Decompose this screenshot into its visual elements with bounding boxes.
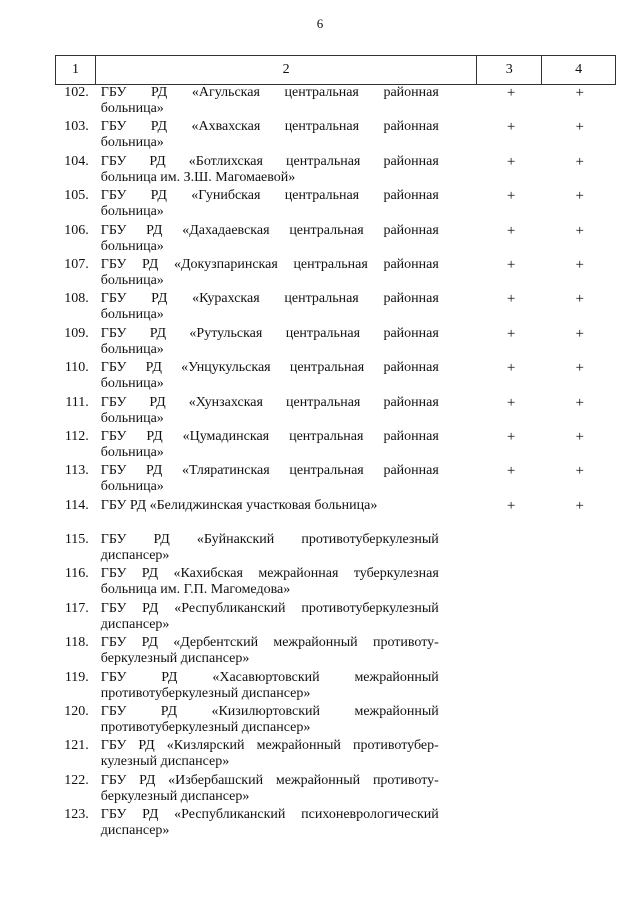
table-row	[55, 601, 616, 635]
row-number: 109.	[64, 325, 89, 341]
institution-name-line-2: больница им. Г.П. Магомедова»	[100, 582, 291, 598]
column-4-mark: +	[575, 85, 584, 101]
institution-name-line-1: ГБУ РД «Гунибская центральная районная	[100, 188, 439, 204]
institution-name-line-1: ГБУ РД «Унцукульская центральная районная	[100, 360, 439, 376]
institution-name-line-1: ГБУ РД «Докузпаринская центральная районная	[100, 256, 439, 272]
institution-name-line-1: ГБУ РД «Курахская центральная районная	[100, 291, 439, 307]
column-4-mark: +	[575, 497, 584, 514]
row-number: 104.	[64, 153, 89, 169]
institution-name-line-2: противотуберкулезный диспансер»	[100, 685, 311, 701]
institution-name-line-2: больница им. З.Ш. Магомаевой»	[100, 169, 296, 185]
institution-name-line-1: ГБУ РД «Тляратинская центральная районная	[100, 463, 439, 479]
column-3-mark: +	[506, 256, 516, 273]
institution-name-line-2: больница»	[100, 204, 164, 220]
header-col-1: 1	[56, 56, 96, 84]
table-row	[55, 498, 616, 532]
column-4-mark: +	[575, 256, 584, 273]
table-row	[55, 463, 616, 497]
column-4-mark: +	[575, 325, 584, 342]
institution-name-line-2: больница»	[100, 341, 164, 357]
table-row	[55, 704, 616, 738]
row-number: 105.	[64, 188, 89, 204]
table-row	[55, 85, 616, 119]
header-col-3: 3	[477, 56, 542, 84]
table-row	[55, 360, 616, 394]
row-number: 116.	[64, 566, 89, 582]
institution-name	[95, 395, 439, 427]
institution-name	[95, 154, 439, 186]
institution-name	[95, 635, 439, 667]
institution-name-line-2: больница»	[100, 479, 164, 495]
row-number: 118.	[64, 635, 89, 651]
column-3-mark: +	[506, 188, 516, 205]
institution-name-line-2: больница»	[100, 376, 164, 392]
institution-name-line-1: ГБУ РД «Ботлихская центральная районная	[100, 153, 439, 169]
institution-name-line-1: ГБУ РД «Ахвахская центральная районная	[100, 119, 439, 135]
institution-name	[95, 257, 439, 289]
institution-name-line-2: больница»	[100, 444, 164, 460]
institution-name	[95, 807, 439, 839]
institution-name-line-2: больница»	[100, 410, 164, 426]
institution-name-line-2: больница»	[100, 307, 164, 323]
table-row	[55, 635, 616, 669]
column-3-mark: +	[506, 291, 516, 308]
row-number: 119.	[64, 669, 89, 685]
row-number: 121.	[64, 738, 89, 754]
column-4-mark: +	[575, 153, 584, 170]
row-number: 117.	[64, 600, 89, 616]
institution-name	[95, 601, 439, 633]
institution-name	[95, 704, 439, 736]
institution-name	[95, 773, 439, 805]
column-3-mark: +	[506, 394, 516, 411]
column-3-mark: +	[506, 463, 516, 480]
column-4-mark: +	[575, 394, 584, 411]
institution-name-line-1: ГБУ РД «Избербашский межрайонный противоту-	[100, 772, 439, 788]
row-number: 103.	[64, 119, 89, 135]
institution-name	[95, 326, 439, 358]
table-row	[55, 154, 616, 188]
institution-name-line-2: диспансер»	[100, 823, 170, 839]
table-row	[55, 566, 616, 600]
row-number: 122.	[64, 772, 89, 788]
column-4-mark: +	[575, 188, 584, 205]
institution-name	[95, 291, 439, 323]
column-4-mark: +	[575, 119, 584, 136]
institution-name-line-1: ГБУ РД «Белиджинская участковая больница»	[100, 497, 378, 513]
table-row	[55, 223, 616, 257]
institution-name-line-2: противотуберкулезный диспансер»	[100, 720, 311, 736]
institution-name-line-2: больница»	[100, 238, 164, 254]
row-number: 108.	[64, 291, 89, 307]
table-body	[55, 85, 616, 842]
table-row	[55, 807, 616, 841]
column-4-mark: +	[575, 428, 584, 445]
institution-name-line-1: ГБУ РД «Агульская центральная районная	[100, 85, 439, 100]
institution-name	[95, 360, 439, 392]
column-4-mark: +	[575, 360, 584, 377]
institution-name-line-1: ГБУ РД «Буйнакский противотуберкулезный	[100, 532, 439, 548]
institution-name-line-1: ГБУ РД «Кизилюртовский межрайонный	[100, 704, 439, 720]
table-header	[55, 55, 616, 85]
table-row	[55, 119, 616, 153]
institution-name	[95, 188, 439, 220]
row-number: 106.	[64, 222, 89, 238]
institution-name	[95, 119, 439, 151]
column-3-mark: +	[506, 222, 516, 239]
institution-name-line-2: больница»	[100, 101, 164, 116]
institution-name-line-1: ГБУ РД «Хунзахская центральная районная	[100, 394, 439, 410]
institution-name	[95, 738, 439, 770]
table-row	[55, 326, 616, 360]
institution-name	[95, 566, 439, 598]
table-row	[55, 188, 616, 222]
column-4-mark: +	[575, 463, 584, 480]
institution-name-line-1: ГБУ РД «Республиканский противотуберкулезный	[100, 600, 439, 616]
row-number: 120.	[64, 704, 89, 720]
institution-name-line-2: беркулезный диспансер»	[100, 788, 250, 804]
institution-name	[95, 498, 439, 514]
row-number: 113.	[64, 463, 89, 479]
table-row	[55, 738, 616, 772]
institution-name-line-2: больница»	[100, 135, 164, 151]
institution-name-line-1: ГБУ РД «Рутульская центральная районная	[100, 325, 439, 341]
institutions-table	[55, 55, 616, 842]
table-row	[55, 670, 616, 704]
header-col-2: 2	[96, 56, 477, 84]
institution-name-line-1: ГБУ РД «Дербентский межрайонный противоту-	[100, 635, 439, 651]
institution-name-line-1: ГБУ РД «Хасавюртовский межрайонный	[100, 669, 439, 685]
institution-name	[95, 85, 439, 117]
column-3-mark: +	[506, 497, 516, 514]
table-row	[55, 773, 616, 807]
column-4-mark: +	[575, 222, 584, 239]
table-row	[55, 429, 616, 463]
header-col-4: 4	[575, 62, 583, 77]
table-row	[55, 291, 616, 325]
institution-name-line-1: ГБУ РД «Республиканский психоневрологический	[100, 807, 439, 823]
row-number: 123.	[64, 807, 89, 823]
institution-name-line-2: диспансер»	[100, 548, 170, 564]
institution-name-line-2: кулезный диспансер»	[100, 754, 230, 770]
row-number: 102.	[64, 85, 89, 100]
institution-name	[95, 463, 439, 495]
institution-name-line-2: диспансер»	[100, 616, 170, 632]
row-number: 115.	[64, 532, 89, 548]
row-number: 107.	[64, 256, 89, 272]
institution-name-line-1: ГБУ РД «Дахадаевская центральная районная	[100, 222, 439, 238]
institution-name	[95, 429, 439, 461]
institution-name-line-1: ГБУ РД «Кахибская межрайонная туберкулезная	[100, 566, 439, 582]
row-number: 111.	[65, 394, 89, 410]
table-row	[55, 257, 616, 291]
institution-name-line-1: ГБУ РД «Кизлярский межрайонный противотубер-	[100, 738, 439, 754]
page-number: 6	[316, 16, 324, 31]
institution-name-line-2: больница»	[100, 272, 164, 288]
table-row	[55, 532, 616, 566]
institution-name	[95, 223, 439, 255]
institution-name-line-1: ГБУ РД «Цумадинская центральная районная	[100, 428, 439, 444]
row-number: 112.	[64, 428, 89, 444]
table-row	[55, 395, 616, 429]
institution-name	[95, 532, 439, 564]
row-number: 114.	[64, 497, 89, 513]
institution-name-line-2: беркулезный диспансер»	[100, 651, 250, 667]
column-3-mark: +	[506, 119, 516, 136]
column-3-mark: +	[506, 325, 516, 342]
column-3-mark: +	[506, 360, 516, 377]
column-4-mark: +	[575, 291, 584, 308]
column-3-mark: +	[506, 85, 516, 101]
column-3-mark: +	[506, 153, 516, 170]
row-number: 110.	[64, 360, 89, 376]
column-3-mark: +	[506, 428, 516, 445]
institution-name	[95, 670, 439, 702]
